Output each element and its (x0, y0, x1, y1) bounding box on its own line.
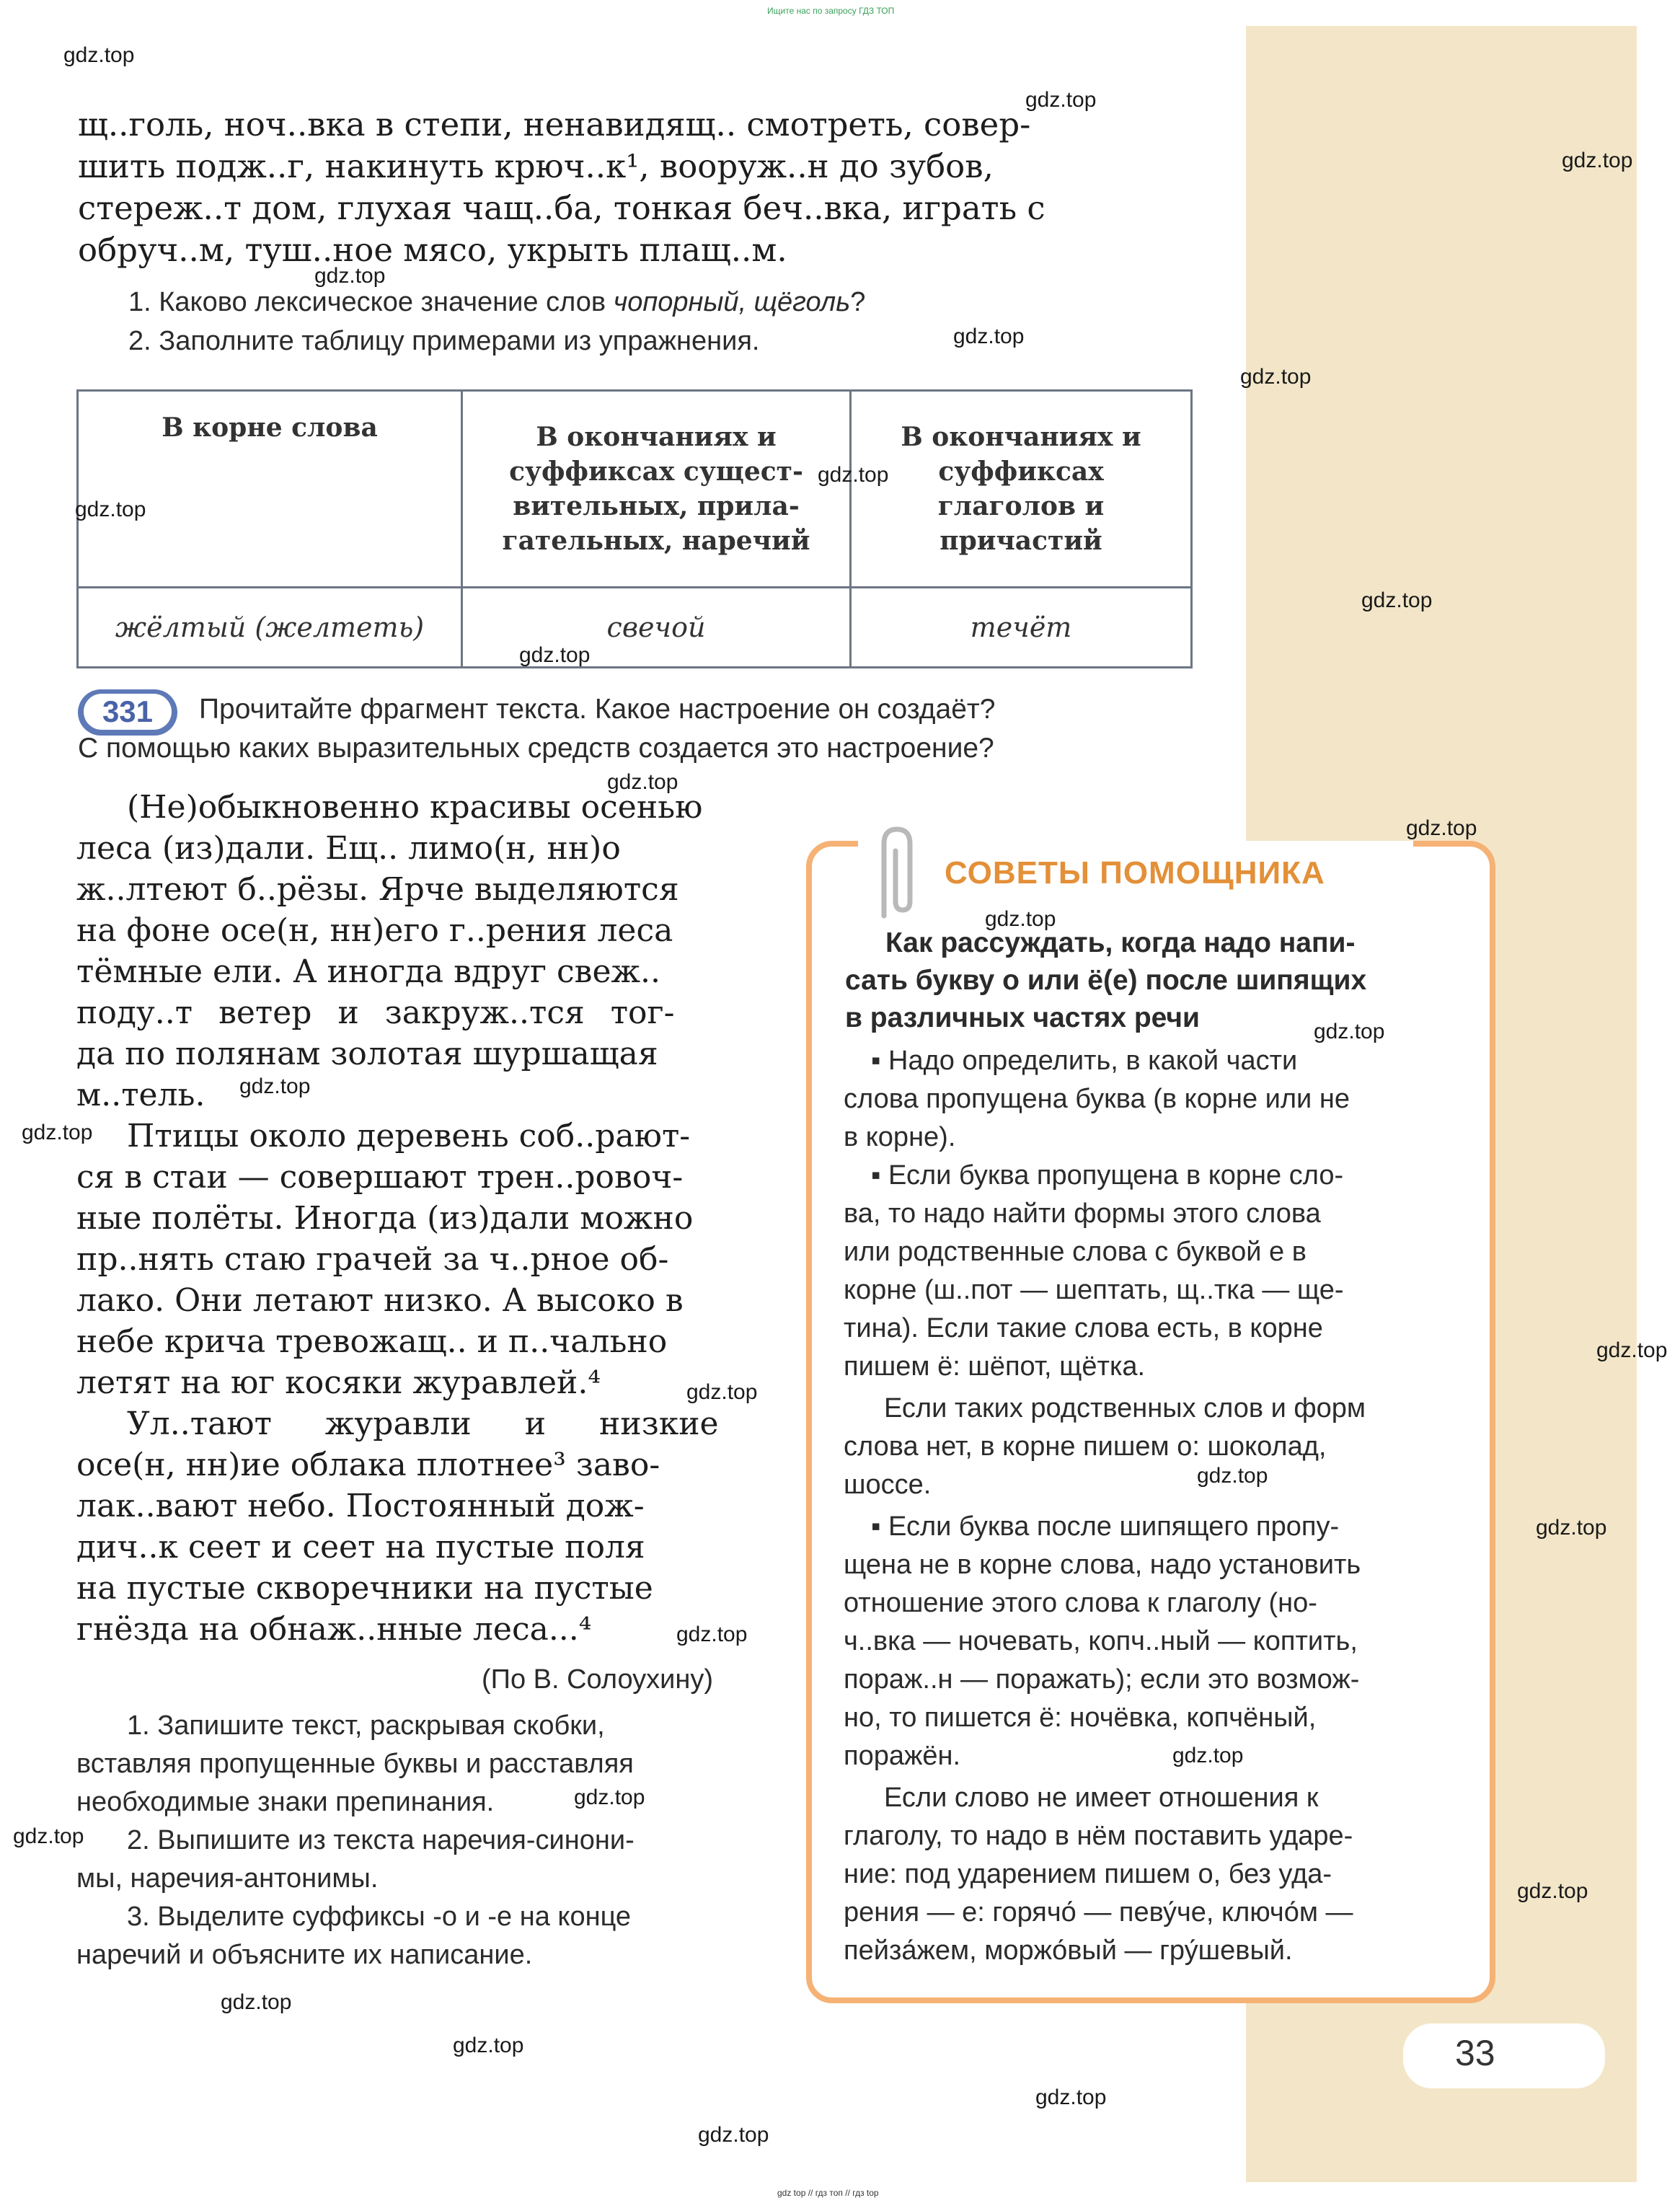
advice-line: слова нет, в корне пишем о: шоколад, (844, 1431, 1327, 1462)
page-edge (1637, 0, 1680, 2203)
watermark: gdz.top (1035, 2085, 1107, 2109)
task-2: 2. Заполните таблицу примерами из упражнения. (128, 326, 760, 356)
text-line: летят на юг косяки журавлей.⁴ (76, 1364, 601, 1401)
watermark: gdz.top (1025, 88, 1097, 112)
watermark: gdz.top (453, 2034, 524, 2057)
advice-line: корне (ш..пот — шептать, щ..тка — ще- (844, 1275, 1344, 1305)
watermark: gdz.top (686, 1380, 758, 1404)
advice-line: ва, то надо найти формы этого слова (844, 1198, 1321, 1229)
advice-line: Если таких родственных слов и форм (884, 1393, 1366, 1423)
advice-line: рения — е: горячо́ — певу́че, ключо́м — (844, 1897, 1353, 1928)
task-line: вставляя пропущенные буквы и расставляя (76, 1749, 634, 1779)
text-line: лак..вают небо. Постоянный дож- (76, 1488, 645, 1524)
watermark: gdz.top (1361, 588, 1433, 612)
text-line: да по полянам золотая шуршащая (76, 1036, 658, 1072)
advice-line: пейза́жем, моржо́вый — гру́шевый. (844, 1935, 1293, 1966)
task-line: 3. Выделите суффиксы -о и -е на конце (127, 1902, 632, 1932)
text-line: ные полёты. Иногда (из)дали можно (76, 1200, 694, 1237)
text-line: леса (из)дали. Ещ.. лимо(н, нн)о (76, 830, 621, 867)
exercise-line: шить подж..г, накинуть крюч..к¹, вооруж..н до зубов, (78, 147, 994, 185)
watermark: gdz.top (75, 498, 146, 521)
text-line: Птицы около деревень соб..рают- (127, 1118, 691, 1155)
watermark: gdz.top (818, 463, 889, 487)
advice-line: но, то пишется ё: ночёвка, копчёный, (844, 1703, 1317, 1733)
advice-heading: сать букву о или ё(е) после шипящих (845, 965, 1367, 996)
advice-line: щена не в корне слова, надо установить (844, 1550, 1361, 1580)
attribution: (По В. Солоухину) (482, 1664, 714, 1695)
watermark: gdz.top (1197, 1464, 1268, 1488)
watermark: gdz.top (1314, 1020, 1385, 1043)
text-line: гнёзда на обнаж..нные леса...⁴ (76, 1611, 592, 1648)
watermark: gdz.top (63, 43, 135, 67)
watermark: gdz.top (1596, 1338, 1668, 1362)
advice-line: ч..вка — ночевать, копч..ный — коптить, (844, 1626, 1358, 1656)
watermark: gdz.top (676, 1623, 748, 1646)
text-line: ся в стаи — совершают трен..ровоч- (76, 1159, 684, 1196)
advice-title: СОВЕТЫ ПОМОЩНИКА (945, 855, 1325, 891)
watermark: gdz.top (1240, 365, 1312, 389)
advice-line: отношение этого слова к глаголу (но- (844, 1588, 1317, 1618)
spelling-table (76, 389, 1193, 668)
watermark: gdz.top (574, 1785, 645, 1809)
table-cell: свечой (462, 588, 851, 668)
text-line: пр..нять стаю грачей за ч..рное об- (76, 1241, 669, 1278)
watermark: gdz.top (953, 325, 1025, 348)
text-line: лако. Они летают низко. А высоко в (76, 1282, 684, 1319)
watermark: gdz.top (1172, 1744, 1244, 1767)
text-line: небе крича тревожащ.. и п..чально (76, 1323, 668, 1360)
text-line: дич..к сеет и сеет на пустые поля (76, 1529, 645, 1566)
page-number-tab (1403, 2023, 1605, 2088)
task-line: необходимые знаки препинания. (76, 1787, 495, 1817)
text-line: Ул..тают журавли и низкие (127, 1405, 719, 1442)
advice-line: ▪ Надо определить, в какой части (871, 1046, 1298, 1076)
text-line: осе(н, нн)ие облака плотнее³ заво- (76, 1447, 660, 1483)
exercise-line: щ..голь, ноч..вка в степи, ненавидящ.. смотреть, совер- (78, 105, 1031, 144)
task-line: 2. Выпишите из текста наречия-синони- (127, 1825, 635, 1855)
advice-line: слова пропущена буква (в корне или не (844, 1084, 1350, 1114)
text-line: поду..т ветер и закруж..тся тог- (76, 994, 675, 1031)
advice-line: шоссе. (844, 1470, 932, 1500)
page-number: 33 (1455, 2033, 1495, 2073)
advice-line: или родственные слова с буквой е в (844, 1237, 1307, 1267)
paperclip-icon (862, 822, 927, 923)
watermark: gdz.top (1406, 816, 1477, 840)
exercise-question: С помощью каких выразительных средств создается это настроение? (78, 733, 994, 764)
task-line: наречий и объясните их написание. (76, 1940, 533, 1970)
advice-line: Если слово не имеет отношения к (884, 1783, 1319, 1813)
watermark: gdz.top (519, 643, 591, 667)
table-header: В окончаниях и суффиксах глаголов и причастий (851, 391, 1192, 588)
table-row (78, 588, 1192, 668)
exercise-number-badge: 331 (78, 689, 177, 736)
bottom-banner: gdz top // гдз топ // гдз top (777, 2188, 879, 2198)
advice-line: ▪ Если буква после шипящего пропу- (871, 1511, 1340, 1542)
watermark: gdz.top (13, 1824, 84, 1848)
watermark: gdz.top (239, 1074, 311, 1098)
advice-line: пораж..н — поражать); если это возмож- (844, 1664, 1360, 1695)
watermark: gdz.top (698, 2123, 769, 2147)
advice-line: глаголу, то надо в нём поставить ударе- (844, 1821, 1353, 1851)
exercise-line: обруч..м, туш..ное мясо, укрыть плащ..м. (78, 231, 787, 269)
text-line: на фоне осе(н, нн)его г..рения леса (76, 912, 673, 949)
text-line: тёмные ели. А иногда вдруг свеж.. (76, 953, 660, 990)
watermark: gdz.top (22, 1121, 93, 1144)
watermark: gdz.top (985, 907, 1056, 931)
text-line: ж..лтеют б..рёзы. Ярче выделяются (76, 871, 679, 908)
task-line: мы, наречия-антонимы. (76, 1863, 379, 1894)
table-cell: течёт (851, 588, 1192, 668)
advice-line: поражён. (844, 1741, 961, 1771)
table-cell: жёлтый (желтеть) (78, 588, 462, 668)
watermark: gdz.top (221, 1990, 292, 2014)
exercise-line: стереж..т дом, глухая чащ..ба, тонкая беч..вка, играть с (78, 189, 1045, 227)
advice-line: в корне). (844, 1122, 956, 1152)
exercise-question: Прочитайте фрагмент текста. Какое настроение он создаёт? (199, 694, 996, 725)
advice-heading: в различных частях речи (845, 1002, 1201, 1033)
task-1: 1. Каково лексическое значение слов чопорный, щёголь? (128, 287, 866, 317)
watermark: gdz.top (1562, 149, 1633, 172)
watermark: gdz.top (607, 770, 678, 794)
advice-line: пишем ё: шёпот, щётка. (844, 1351, 1146, 1382)
text-line: м..тель. (76, 1077, 205, 1113)
text-line: (Не)обыкновенно красивы осенью (127, 789, 703, 826)
advice-line: ▪ Если буква пропущена в корне сло- (871, 1160, 1344, 1191)
advice-line: ние: под ударением пишем о, без уда- (844, 1859, 1332, 1889)
top-banner: Ищите нас по запросу ГДЗ ТОП (767, 6, 895, 16)
task-line: 1. Запишите текст, раскрывая скобки, (127, 1710, 605, 1741)
watermark: gdz.top (1536, 1516, 1607, 1540)
text-line: на пустые скворечники на пустые (76, 1570, 653, 1607)
advice-line: тина). Если такие слова есть, в корне (844, 1313, 1323, 1343)
table-header: В окончаниях и суффиксах сущест- вительных, прила- гательных, наречий (462, 391, 851, 588)
watermark: gdz.top (314, 264, 386, 288)
watermark: gdz.top (1517, 1879, 1588, 1903)
advice-heading: Как рассуждать, когда надо напи- (885, 927, 1356, 958)
table-header: В корне слова (78, 391, 462, 588)
